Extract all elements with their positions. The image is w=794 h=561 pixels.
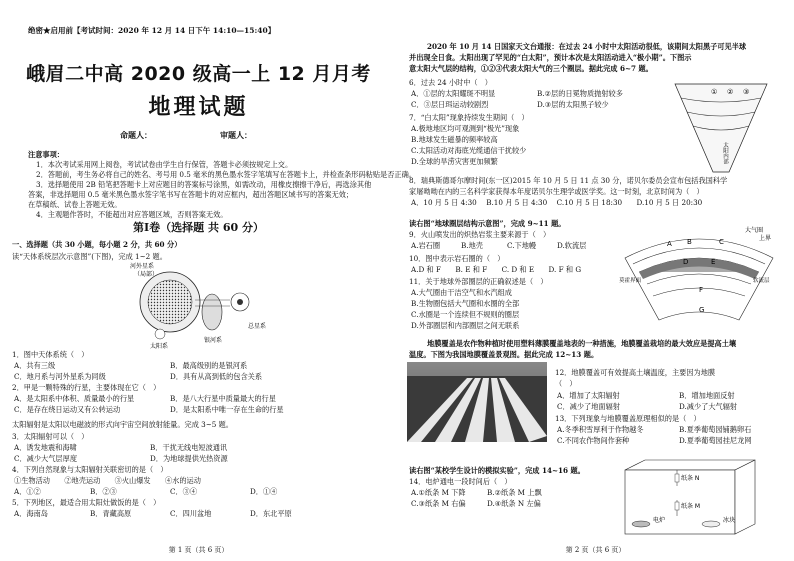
option-7d: D.全球的旱涝灾害更加频繁 — [411, 157, 498, 166]
option-12c: C．减少了地面辐射 — [557, 402, 621, 411]
exam-time-header: 绝密★启用前【考试时间：2020 年 12 月 14 日下午 14:10—15:40】 — [28, 26, 276, 35]
reviewer-label: 审题人： — [220, 130, 252, 140]
question-13: 13．下列现象与地膜覆盖原理相似的是（ ） — [555, 414, 701, 423]
option-9a: A.岩石圈 — [411, 241, 441, 250]
asthenosphere-label: 软流层 — [753, 278, 770, 284]
option-14d: D.④纸条 N 左偏 — [487, 499, 541, 508]
option-11b: B.生物圈包括大气圈和水圈的全部 — [411, 299, 520, 308]
option-14a: A.①纸条 M 下降 — [411, 488, 466, 497]
total-galaxy-label: 总星系 — [248, 323, 267, 330]
option-3d: D．为地球提供光热资源 — [150, 454, 228, 463]
stove-shape — [632, 521, 650, 527]
option-9b: B.地壳 — [461, 241, 483, 250]
earth-layers-diagram — [619, 224, 779, 324]
atmosphere-label: 大气圈 — [745, 227, 764, 234]
option-2d: D．是太阳系中唯一存在生命的行星 — [170, 405, 284, 414]
galaxy-label: 银河系 — [204, 337, 223, 344]
note-item: 1．本次考试采用网上阅卷，考试试卷由学生自行保管，答题卡必须按规定上交。 — [36, 160, 293, 169]
sun-atmosphere-diagram — [667, 76, 777, 176]
celestial-system-diagram — [120, 262, 270, 352]
instruction: 地膜覆盖是农作物种植时使用塑料薄膜覆盖地表的一种措施，地膜覆盖栽培的最大效应是提高土壤 — [427, 339, 737, 348]
option-1d: D．具有从高到低的包含关系 — [170, 372, 263, 381]
note-item: 在草稿纸、试卷上答题无效。 — [28, 200, 122, 209]
layer-b-label: B — [687, 238, 692, 246]
layer-d-label: D — [683, 258, 689, 266]
extragalactic-label: 河外星系 — [130, 263, 155, 270]
paper-m-label: 纸条 M — [681, 503, 701, 510]
local-label: （局部） — [134, 271, 159, 278]
question-8: 8．瑞典斯德哥尔摩时间(东一区)2015 年 10 月 5 日 11 点 30 分，诺贝尔委员会宣布包括我国科学 — [409, 176, 728, 185]
page-footer: 第 1 页（共 6 页） — [168, 546, 229, 554]
option-13d: D.夏季葡萄园挂尼龙网 — [679, 436, 752, 445]
layer-2-label: ② — [727, 88, 734, 96]
paper-n-strip — [675, 474, 679, 482]
option-4d: D．①④ — [250, 487, 278, 496]
option-4b: B．②③ — [90, 487, 117, 496]
exam-page-2 — [397, 0, 794, 561]
planet-dot — [237, 299, 243, 305]
option-12d: D.减少了大气辐射 — [679, 402, 738, 411]
question-5: 5．下列地区，最适合用太阳灶做饭的是（ ） — [12, 498, 161, 507]
exam-title: 峨眉二中高 2020 级高一上 12 月月考 — [26, 63, 371, 85]
option-11d: D.外部圈层和内部圈层之间无联系 — [411, 321, 520, 330]
layer-e-label: E — [711, 258, 716, 266]
extragalactic-circle — [148, 280, 192, 324]
option-13b: B.夏季葡萄园铺鹅卵石 — [679, 425, 752, 434]
page-footer: 第 2 页（共 6 页） — [565, 546, 626, 554]
option-12b: B．增加地面反射 — [679, 391, 735, 400]
stove-label: 电炉 — [653, 517, 666, 524]
question-1: 1．图中天体系统（ ） — [12, 350, 89, 359]
options-10: A.D 和 F B. E 和 F C. D 和 E D. F 和 G — [411, 265, 582, 274]
layer-3-label: ③ — [743, 88, 750, 96]
question-8-cont: 家屠呦呦在内的三名科学家获得本年度诺贝尔生理学或医学奖。这一时刻，北京时间为（ ） — [409, 187, 704, 196]
option-1a: A．共有三级 — [14, 361, 56, 370]
note-item: 答案，非选择题用 0.5 毫米黑色墨水签字笔书写在答题卡的对应框内，超出答题区域书写的答案无效； — [28, 190, 354, 199]
option-2c: C．是存在绕日运动又有公转运动 — [14, 405, 121, 414]
option-5b: B．青藏高原 — [90, 509, 132, 518]
note-item: 2．答题前，考生务必将自己的姓名、考号用 0.5 毫米的黑色墨水签字笔填写在答题卡上，并检查条形码粘贴是否正确。 — [36, 170, 416, 179]
section-title: 第Ⅰ卷（选择题 共 60 分） — [133, 221, 264, 234]
part-heading: 一、选择题（共 30 小题，每小题 2 分，共 60 分） — [12, 240, 182, 249]
upper-bound-label: 上界 — [759, 235, 772, 242]
solar-system-label: 太阳系 — [150, 343, 169, 350]
option-6b: B.②层的日冕物质抛射较多 — [537, 89, 623, 98]
option-14b: B.②纸条 M 上飘 — [487, 488, 542, 497]
notes-title: 注意事项： — [28, 150, 64, 159]
option-13a: A.冬季积雪厚利于作物越冬 — [557, 425, 644, 434]
question-10: 10．图中表示岩石圈的（ ） — [409, 254, 505, 263]
option-12a: A．增加了太阳辐射 — [557, 391, 620, 400]
layer-f-label: F — [699, 286, 704, 294]
option-3b: B．干扰无线电短波通讯 — [150, 443, 228, 452]
option-9d: D.软流层 — [557, 241, 587, 250]
subject-title: 地理试题 — [148, 95, 249, 120]
option-2a: A．是太阳系中体积、质量最小的行星 — [14, 394, 135, 403]
option-14c: C.③纸条 M 右偏 — [411, 499, 466, 508]
option-4c: C．③④ — [170, 487, 198, 496]
option-9c: C.下地幔 — [507, 241, 537, 250]
question-11: 11．关于地球外部圈层的正确叙述是（ ） — [409, 277, 548, 286]
galaxy-ellipse — [202, 294, 222, 330]
question-12: 12．地膜覆盖可有效提高土壤温度，主要因为地膜 — [555, 368, 716, 377]
note-item: 4．主观题作答时，不能超出对应答题区域，否则答案无效。 — [36, 210, 228, 219]
option-2b: B．是八大行星中质量最大的行星 — [170, 394, 276, 403]
option-11c: C.水圈是一个连续但不规则的圈层 — [411, 310, 520, 319]
instruction: 2020 年 10 月 14 日国家天文台通报：在过去 24 小时中太阳活动很低，该期间太阳黑子可见半球 — [427, 42, 747, 51]
option-7c: C.太阳活动对海底光缆通信干扰较少 — [411, 146, 527, 155]
question-3: 3．太阳辐射可以（ ） — [12, 432, 89, 441]
option-5d: D．东北平原 — [250, 509, 292, 518]
option-7b: B.地球发生磁暴的频率较高 — [411, 135, 498, 144]
question-4-items: ①生物活动 ②地壳运动 ③火山爆发 ④水的运动 — [14, 476, 201, 485]
layer-a-label: A — [667, 240, 672, 248]
option-4a: A．①② — [14, 487, 41, 496]
option-3a: A．诱发地震和海啸 — [14, 443, 77, 452]
ice-label: 冰块 — [723, 517, 736, 524]
option-11a: A.大气圈由干洁空气和水汽组成 — [411, 288, 512, 297]
instruction: 并出现全日食。太阳出现了罕见的“白太阳”，预计本次是太阳活动进入“极小期”。下图示 — [409, 53, 692, 62]
instruction: 太阳辐射是太阳以电磁波的形式向宇宙空间放射能量。完成 3~5 题。 — [12, 420, 233, 429]
question-9: 9．火山喷发出的炽热岩浆主要来源于（ ） — [409, 230, 551, 239]
options-8: A．10 月 5 日 4:30 B.10 月 5 日 4:30 C.10 月 5 日 18:30 D.10 月 5 日 20:30 — [411, 198, 703, 207]
instruction: 读“天体系统层次示意图”(下图)，完成 1~2 题。 — [12, 252, 167, 261]
ice-shape — [702, 521, 720, 527]
layer-1-label: ① — [711, 88, 718, 96]
sun-interior-label: 太阳内部 — [722, 142, 728, 164]
question-2: 2．甲是一颗特殊的行星，主要体现在它（ ） — [12, 383, 161, 392]
plastic-mulch-photo — [407, 362, 547, 442]
layer-c-label: C — [719, 238, 724, 246]
instruction: 意太阳大气层的结构，①②③代表太阳大气的三个圈层。据此完成 6~7 题。 — [409, 64, 653, 73]
question-4: 4．下列自然现象与太阳辐射关联密切的是（ ） — [12, 465, 168, 474]
option-6d: D.③层的太阳黑子较少 — [537, 100, 609, 109]
experiment-box-diagram — [615, 456, 765, 542]
note-item: 3．选择题使用 2B 铅笔把答题卡上对应题目的答案标号涂黑，如需改动，用橡皮擦擦干净后，再选涂其他 — [36, 180, 372, 189]
question-12-cont: （ ） — [555, 379, 577, 388]
question-6: 6．过去 24 小时中（ ） — [409, 78, 492, 87]
option-5c: C．四川盆地 — [170, 509, 212, 518]
paper-m-strip — [675, 502, 679, 510]
option-5a: A．海南岛 — [14, 509, 48, 518]
instruction: 读右图“地球圈层结构示意图”，完成 9~11 题。 — [409, 219, 566, 228]
option-3c: C．减少大气层厚度 — [14, 454, 78, 463]
paper-n-label: 纸条 N — [681, 475, 700, 482]
option-7a: A.极地地区均可观测到“极光”现象 — [411, 124, 520, 133]
option-6a: A．①层的太阳耀斑不明显 — [411, 89, 496, 98]
option-6c: C．③层日珥运动较剧烈 — [411, 100, 489, 109]
setter-label: 命题人： — [120, 130, 152, 140]
question-14: 14．电炉通电一段时间后（ ） — [409, 477, 512, 486]
question-7: 7．“白太阳”现象持续发生期间（ ） — [409, 113, 529, 122]
instruction: 温度。下图为我国地膜覆盖景观图。据此完成 12~13 题。 — [409, 350, 599, 359]
instruction: 读右图“某校学生设计的模拟实验”，完成 14~16 题。 — [409, 466, 585, 475]
moho-label: 莫霍界面 — [619, 278, 642, 284]
sun-system-circle — [155, 329, 165, 339]
layer-g-label: G — [699, 306, 705, 314]
option-1c: C．地月系与河外星系为同级 — [14, 372, 106, 381]
option-1b: B．最高级别的是银河系 — [170, 361, 248, 370]
option-13c: C.不同农作物间作套种 — [557, 436, 630, 445]
